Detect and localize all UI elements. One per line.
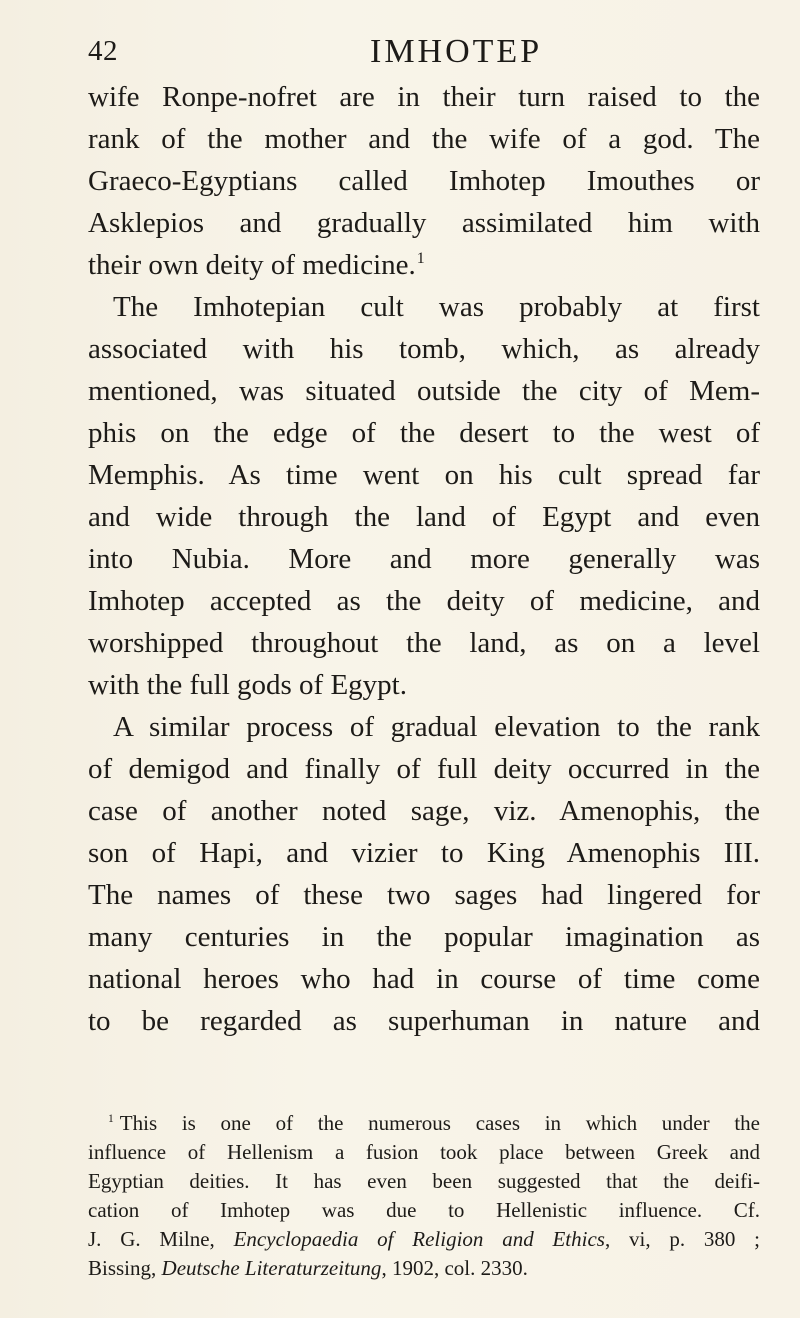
body-line: Asklepios and gradually assimilated him with bbox=[88, 207, 760, 239]
body-line: mentioned, was situated outside the city of Mem- bbox=[88, 375, 760, 407]
footnote bbox=[88, 1109, 760, 1283]
footnote-citation-details: , 1902, col. 2330. bbox=[381, 1256, 528, 1280]
running-head bbox=[88, 30, 758, 76]
body-line: national heroes who had in course of time come bbox=[88, 963, 760, 995]
paragraph-start-line: The Imhotepian cult was probably at first bbox=[113, 291, 760, 323]
footnote-marker: 1 bbox=[108, 1113, 114, 1125]
paragraph-start-line: A similar process of gradual elevation to the rank bbox=[113, 711, 760, 743]
body-line: worshipped throughout the land, as on a level bbox=[88, 627, 760, 659]
body-text bbox=[88, 76, 760, 1042]
footnote-line: Egyptian deities. It has even been suggested that the deifi- bbox=[88, 1169, 760, 1193]
running-title: IMHOTEP bbox=[370, 33, 543, 70]
body-line: son of Hapi, and vizier to King Amenophis III. bbox=[88, 837, 760, 869]
footnote-line bbox=[88, 1109, 760, 1138]
page-number: 42 bbox=[88, 35, 118, 67]
body-line: case of another noted sage, viz. Amenophis, the bbox=[88, 795, 760, 827]
footnote-line: cation of Imhotep was due to Hellenistic influence. Cf. bbox=[88, 1198, 760, 1222]
footnote-text: This is one of the numerous cases in which under the bbox=[119, 1111, 760, 1135]
footnote-citation-author: Bissing, bbox=[88, 1256, 162, 1280]
body-line: to be regarded as superhuman in nature and bbox=[88, 1005, 760, 1037]
body-line: Memphis. As time went on his cult spread far bbox=[88, 459, 760, 491]
body-line: The names of these two sages had lingered for bbox=[88, 879, 760, 911]
body-line: and wide through the land of Egypt and even bbox=[88, 501, 760, 533]
body-line: Imhotep accepted as the deity of medicine, and bbox=[88, 585, 760, 617]
body-line: wife Ronpe-nofret are in their turn raised to the bbox=[88, 81, 760, 113]
footnote-citation-author: J. G. Milne, bbox=[88, 1227, 234, 1251]
footnote-reference: 1 bbox=[416, 250, 425, 268]
body-line: with the full gods of Egypt. bbox=[88, 669, 407, 701]
footnote-citation-title: Encyclopaedia of Religion and Ethics bbox=[233, 1227, 605, 1251]
footnote-line bbox=[88, 1225, 760, 1254]
body-line: associated with his tomb, which, as already bbox=[88, 333, 760, 365]
body-line-text: their own deity of medicine. bbox=[88, 249, 416, 281]
body-line: Graeco-Egyptians called Imhotep Imouthes or bbox=[88, 165, 760, 197]
footnote-line bbox=[88, 1254, 760, 1283]
footnote-citation-title: Deutsche Literaturzeitung bbox=[161, 1256, 382, 1280]
body-line: of demigod and finally of full deity occurred in the bbox=[88, 753, 760, 785]
footnote-line: influence of Hellenism a fusion took place between Greek and bbox=[88, 1140, 760, 1164]
body-line: into Nubia. More and more generally was bbox=[88, 543, 760, 575]
footnote-citation-details: , vi, p. 380 ; bbox=[604, 1227, 761, 1251]
body-line bbox=[88, 244, 760, 286]
body-line: phis on the edge of the desert to the west of bbox=[88, 417, 760, 449]
body-line: many centuries in the popular imagination as bbox=[88, 921, 760, 953]
body-line: rank of the mother and the wife of a god. The bbox=[88, 123, 760, 155]
